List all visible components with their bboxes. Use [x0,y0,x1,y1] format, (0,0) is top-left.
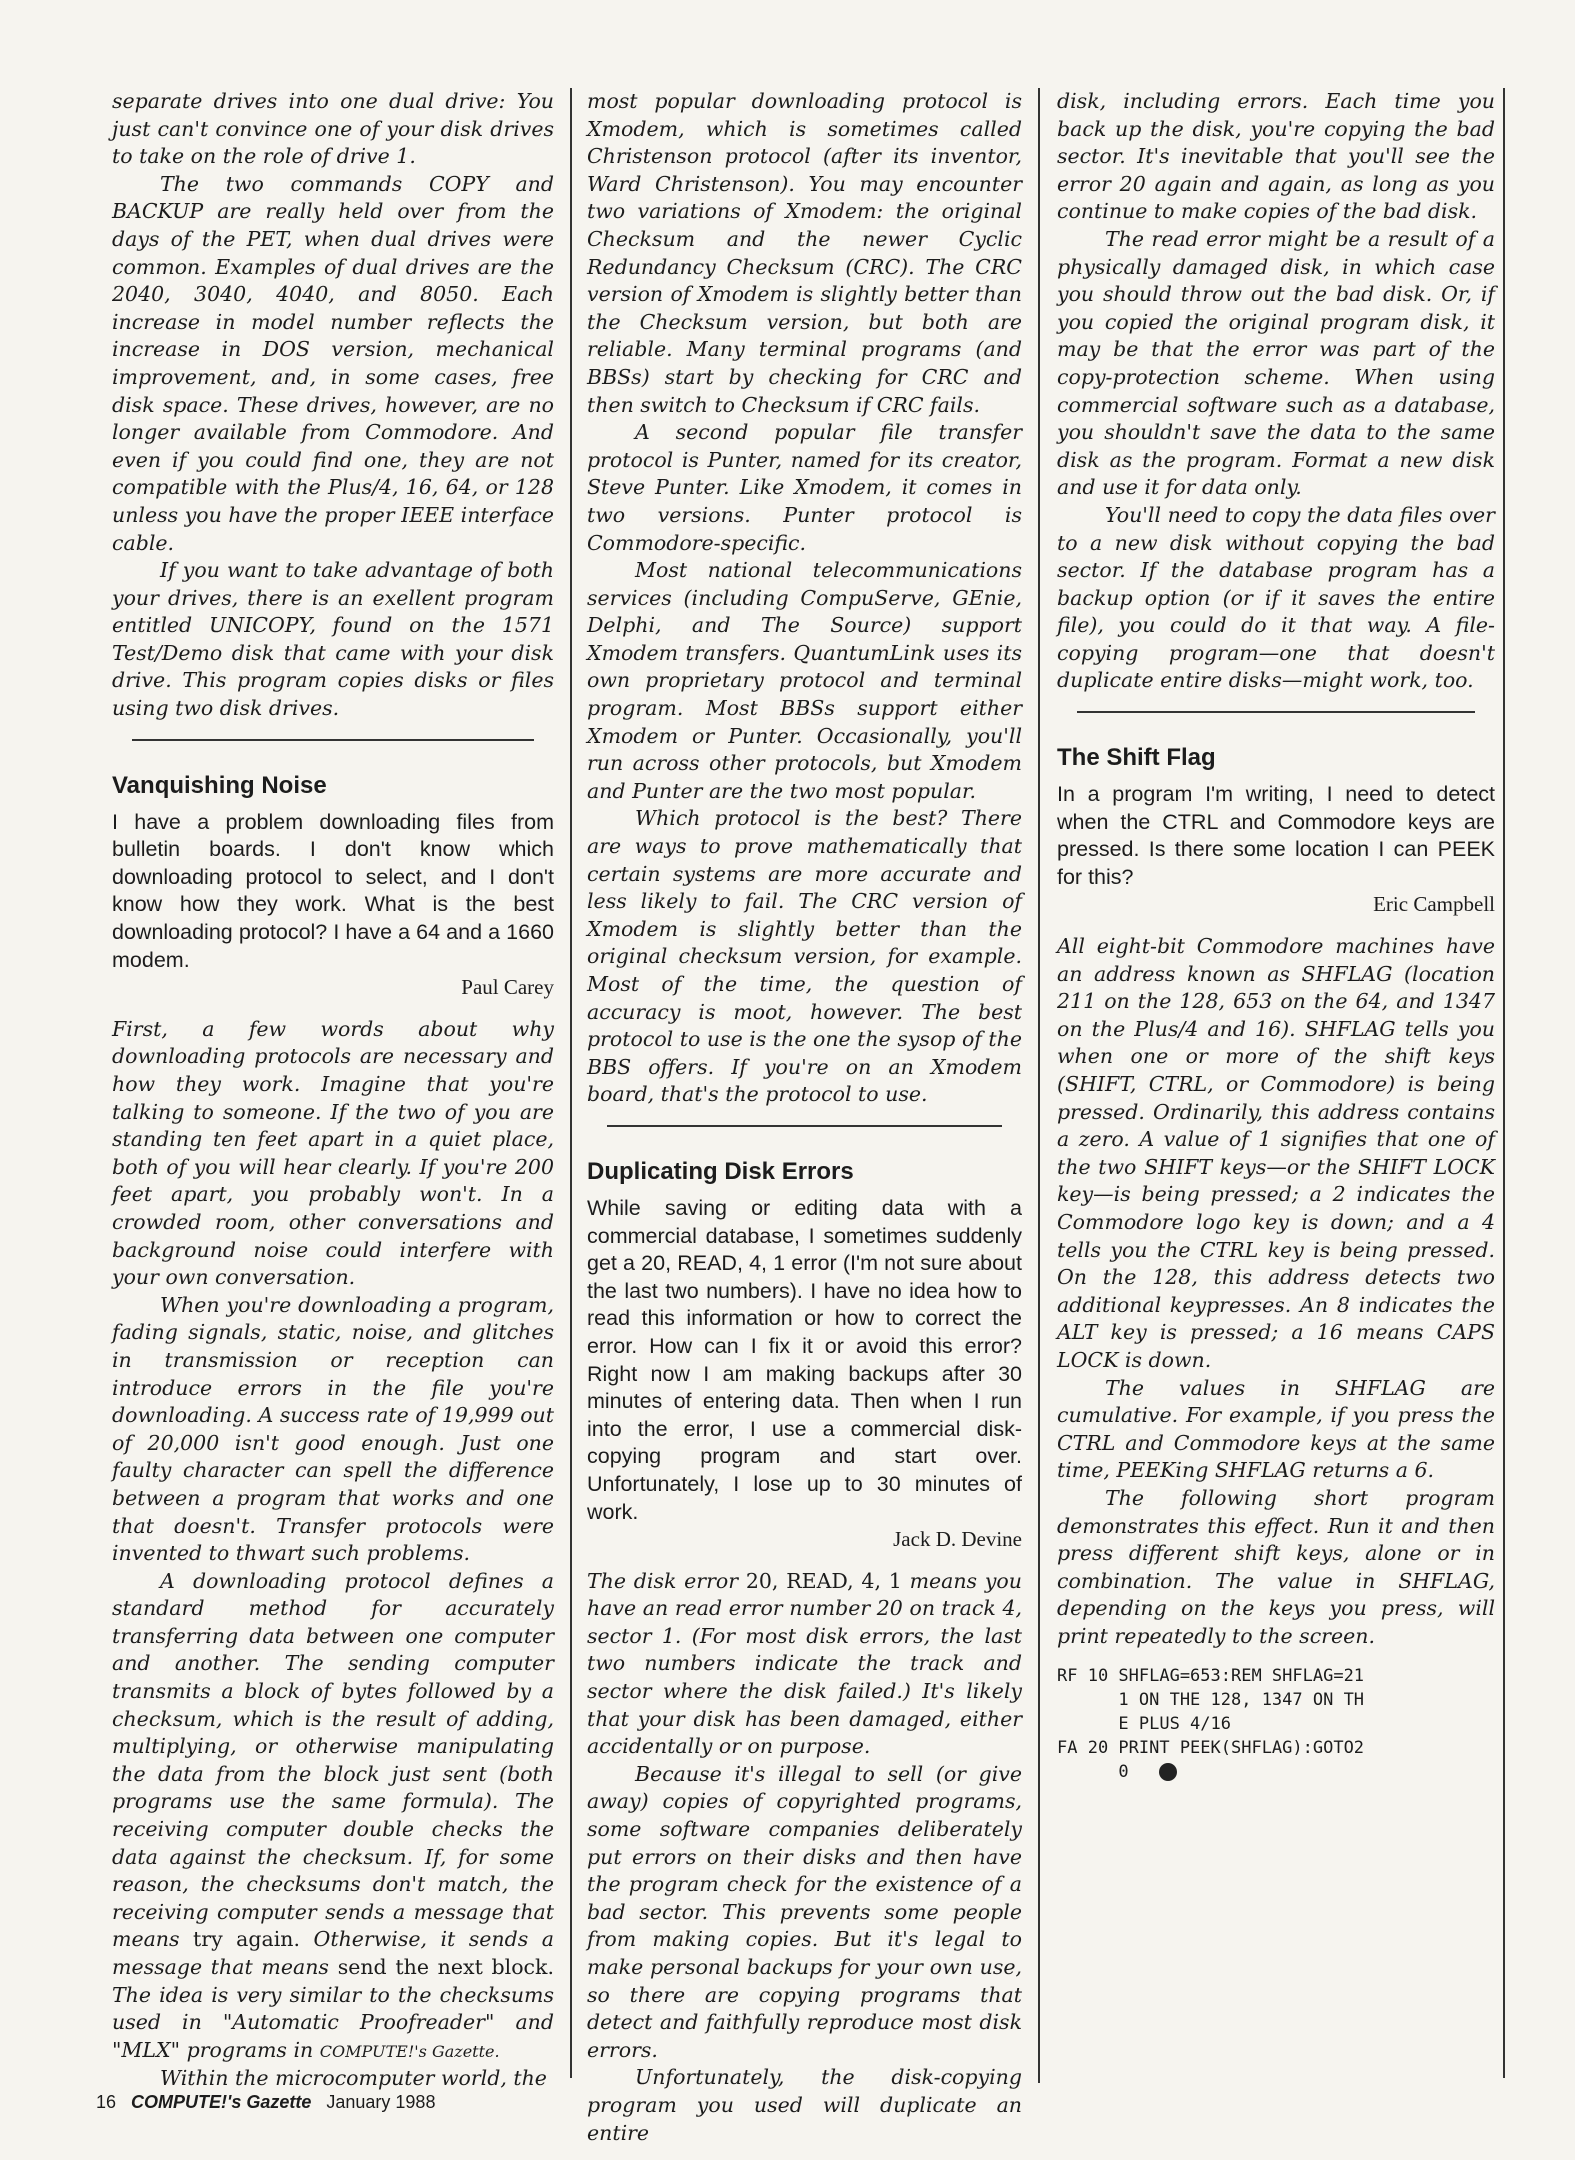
paragraph [112,1568,554,2066]
text-span: means you have an read error number 20 on track 4, sector 1. (For most disk errors, the last two numbers indicate the track and sector where the disk failed.) It's likely that your disk has been damaged, either accidentally or on purpose. [587,1568,1022,1759]
column-2 [587,88,1022,2145]
paragraph: You'll need to copy the data files over to a new disk without copying the bad sector. If the database program has a backup option (or if it saves the entire file), you could do it that way. A file-copying program—one that doesn't duplicate entire disks—might work, too. [1057,502,1495,693]
paragraph: The two commands COPY and BACKUP are really held over from the days of the PET, when dual drives were common. Examples of dual drives are the 2040, 3040, 4040, and 8050. Each increase in model number reflects the increase in DOS version, mechanical improvement, and, in some cases, free disk space. These drives, however, are no longer available from Commodore. And even if you could find one, they are not compatible with the Plus/4, 16, 64, or 128 unless you have the proper IEEE interface cable. [112,171,554,555]
paragraph: disk, including errors. Each time you back up the disk, you're copying the bad sector. It's inevitable that you'll see the error 20 again and again, as long as you continue to make copies of the bad disk. [1057,89,1495,224]
paragraph: If you want to take advantage of both your drives, there is an exellent program entitled UNICOPY, found on the 1571 Test/Demo disk that came with your disk drive. This program copies disks or files using two disk drives. [112,558,554,721]
text-span: The disk error [587,1568,739,1593]
column-1 [112,88,554,2091]
paragraph: First, a few words about why downloading protocols are necessary and how they work. Imagine that you're talking to someone. If the two of you are standing ten feet apart in a quiet place, both of you will hear clearly. If you're 200 feet apart, you probably won't. In a crowded room, other conversations and background noise could interfere with your own conversation. [112,1016,554,1290]
paragraph: most popular downloading protocol is Xmodem, which is sometimes called Christenson protocol (after its inventor, Ward Christenson). You may encounter two variations of Xmodem: the original Checksum and the newer Cyclic Redundancy Checksum (CRC). The CRC version of Xmodem is slightly better than the Checksum version, but both are reliable. Many terminal programs (and BBSs) start by checking for CRC and then switch to Checksum if CRC fails. [587,89,1022,417]
question-author: Jack D. Devine [893,1527,1022,1552]
paragraph: Because it's illegal to sell (or give away) copies of copyrighted programs, some software companies deliberately put errors on their disks and then have the program check for the existence of a bad sector. This prevents some people from making copies. But it's legal to make personal backups for your own use, so there are copying programs that detect and faithfully reproduce most disk errors. [587,1761,1022,2062]
section-rule [607,1125,1002,1127]
reader-question: In a program I'm writing, I need to detect when the CTRL and Commodore keys are pressed. Is there some location I can PEEK for this? [1057,782,1495,889]
paragraph: All eight-bit Commodore machines have an address known as SHFLAG (location 211 on the 128, 653 on the 64, and 1347 on the Plus/4 and 16). SHFLAG tells you when one or more of the shift keys (SHIFT, CTRL, or Commodore) is being pressed. Ordinarily, this address contains a zero. A value of 1 signifies that one of the two SHIFT keys—or the SHIFT LOCK key—is being pressed; a 2 indicates the Commodore logo key is down; and a 4 tells you the CTRL key is being pressed. On the 128, this address detects two additional keypresses. An 8 indicates the ALT key is pressed; a 16 means CAPS LOCK is down. [1057,934,1495,1372]
paragraph: Most national telecommunications services (including CompuServe, GEnie, Delphi, and The Source) support Xmodem transfers. QuantumLink uses its own proprietary protocol and terminal program. Most BBSs support either Xmodem or Punter. Occasionally, you'll run across other protocols, but Xmodem and Punter are the two most popular. [587,558,1022,803]
paragraph: A second popular file transfer protocol is Punter, named for its creator, Steve Punter. Like Xmodem, it comes in two versions. Punter protocol is Commodore-specific. [587,420,1022,555]
section-title-vanquishing-noise: Vanquishing Noise [112,771,327,799]
text-span: A downloading protocol defines a standard method for accurately transferring data between one computer and another. The sending computer transmits a block of bytes followed by a checksum, which is the result of adding, multiplying, or otherwise manipulating the data from the block just sent (both programs use the same formula). The receiving computer double checks the data against the checksum. If, for some reason, the checksums don't match, the receiving computer sends a message that means [112,1568,554,1952]
column-3 [1057,88,1495,2070]
magazine-name: COMPUTE!'s Gazette. [319,2041,500,2061]
paragraph: The read error might be a result of a physically damaged disk, in which case you should throw out the bad disk. Or, if you copied the original program disk, it may be that the error was part of the copy-protection scheme. When using commercial software such as a database, you shouldn't save the data to the same disk as the program. Format a new disk and use it for data only. [1057,226,1495,500]
paragraph: separate drives into one dual drive: You just can't convince one of your disk drives to take on the role of drive 1. [112,89,554,169]
section-title-duplicating-disk-errors: Duplicating Disk Errors [587,1157,854,1185]
text-span: Otherwise, it sends a message that means [112,1927,554,1979]
reader-question: While saving or editing data with a commercial database, I sometimes suddenly get a 20, READ, 4, 1 error (I'm not sure about the last two numbers). I have no idea how to read this information or how to correct the error. How can I fix it or avoid this error? Right now I am making backups after 30 minutes of entering data. Then when I run into the error, I use a commercial disk-copying program and start over. Unfortunately, I lose up to 30 minutes of work. [587,1195,1022,1524]
column-divider-3 [1503,88,1505,2078]
column-divider-2 [1038,88,1040,2083]
section-rule [1077,711,1475,713]
question-author: Eric Campbell [1373,892,1495,917]
paragraph: Unfortunately, the disk-copying program you used will duplicate an entire [587,2065,1022,2145]
code-text: FA 20 PRINT PEEK(SHFLAG):GOTO2 0 [1057,1738,1365,1783]
paragraph: The values in SHFLAG are cumulative. For example, if you press the CTRL and Commodore keys at the same time, PEEKing SHFLAG returns a 6. [1057,1375,1495,1483]
page-footer [96,2092,435,2113]
text-span: 20, READ, 4, 1 [745,1568,902,1593]
program-listing-line-20 [1057,1736,1495,1784]
end-mark-icon [1159,1763,1177,1781]
paragraph: When you're downloading a program, fading signals, static, noise, and glitches in transmission or reception can introduce errors in the file you're downloading. A success rate of 19,999 out of 20,000 isn't good enough. Just one faulty character can spell the difference between a program that works and one that doesn't. Transfer protocols were invented to thwart such problems. [112,1292,554,1566]
column-divider-1 [570,88,572,2078]
reader-question: I have a problem downloading files from bulletin boards. I don't know which downloading protocol to select, and I don't know how they work. What is the best downloading protocol? I have a 64 and a 1660 modem. [112,809,554,972]
magazine-title: COMPUTE!'s Gazette [131,2092,312,2112]
paragraph [587,1568,1022,1761]
question-author: Paul Carey [461,975,554,1000]
paragraph: Within the microcomputer world, the [160,2066,547,2091]
page-number: 16 [96,2092,117,2112]
program-listing-line-10: RF 10 SHFLAG=653:REM SHFLAG=21 1 ON THE 128, 1347 ON TH E PLUS 4/16 [1057,1666,1365,1735]
section-title-shift-flag: The Shift Flag [1057,744,1216,772]
issue-date: January 1988 [326,2092,436,2112]
text-span: try again. [193,1927,301,1952]
text-span: send the next block. [337,1955,554,1979]
paragraph: Which protocol is the best? There are ways to prove mathematically that certain systems are more accurate and less likely to fail. The CRC version of Xmodem is slightly better than the original checksum version, for example. Most of the time, the question of accuracy is moot, however. The best protocol to use is the one the sysop of the BBS offers. If you're on an Xmodem board, that's the protocol to use. [587,806,1022,1107]
section-rule [132,739,534,741]
text-span: The idea is very similar to the checksums used in "Automatic Proofreader" and "MLX" programs in [112,1982,554,2062]
paragraph: The following short program demonstrates this effect. Run it and then press different shift keys, alone or in combination. The value in SHFLAG, depending on the keys you press, will print repeatedly to the screen. [1057,1485,1495,1648]
